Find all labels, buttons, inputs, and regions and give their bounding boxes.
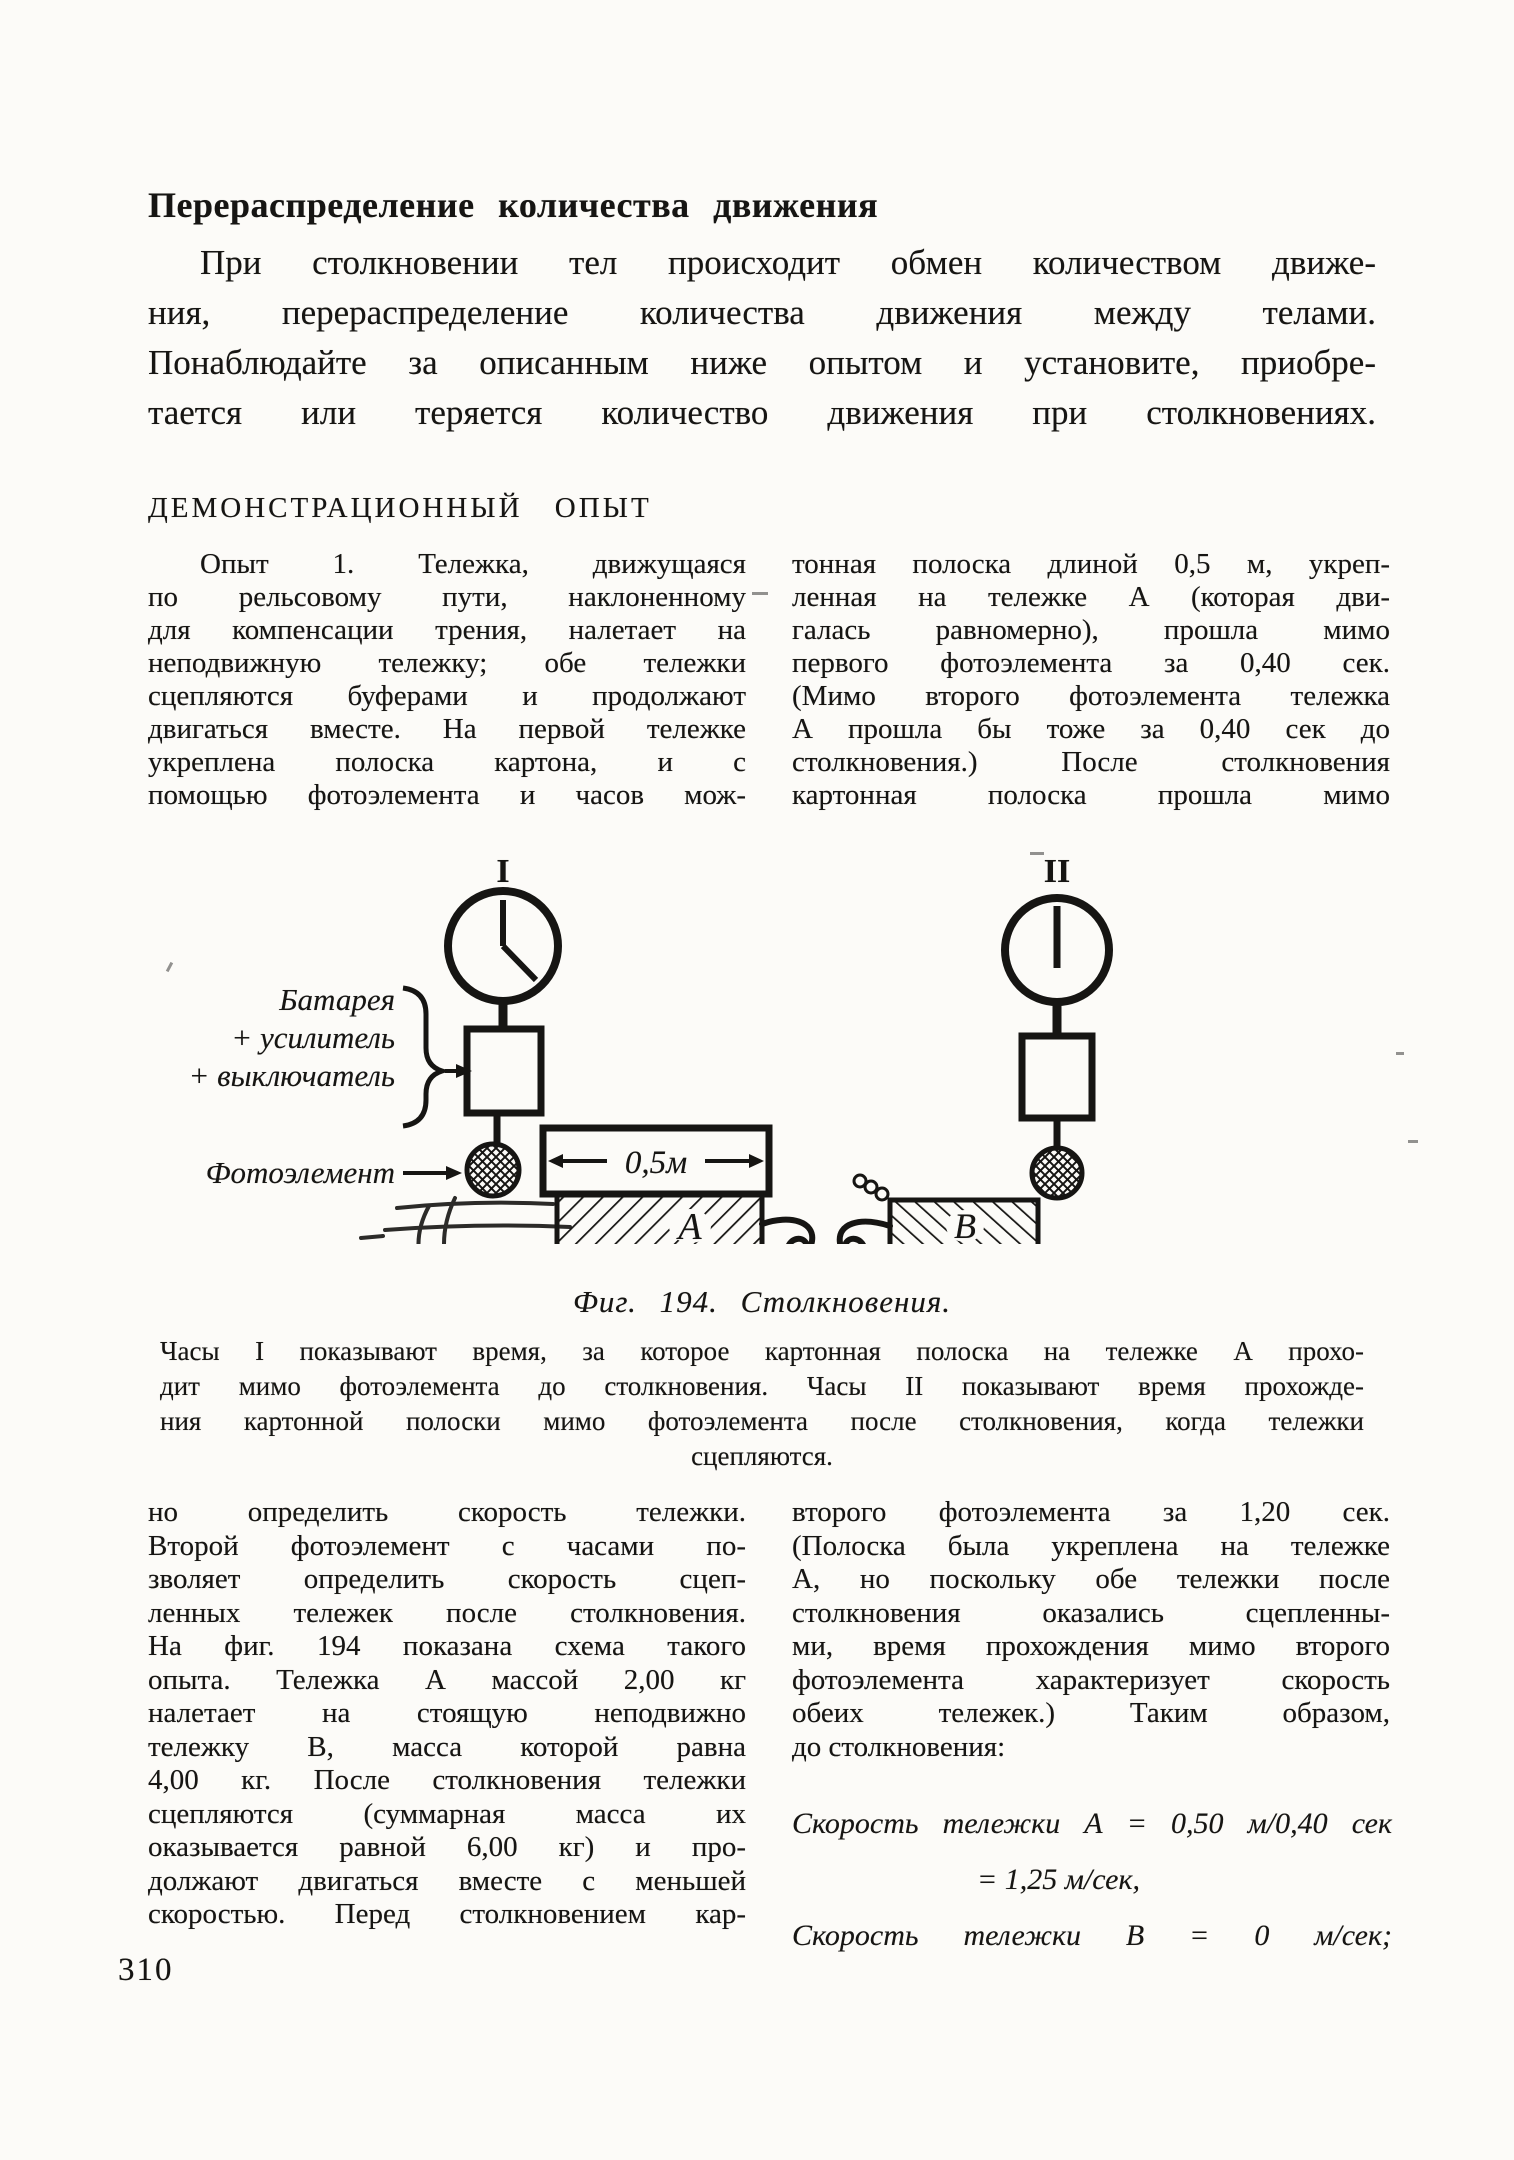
cart-a — [557, 1194, 812, 1244]
text-line: зволяет определить скорость сцеп- — [148, 1563, 746, 1595]
text-line: оказывается равной 6,00 кг) и про- — [148, 1831, 746, 1863]
text-line: первого фотоэлемента за 0,40 сек. — [792, 647, 1390, 679]
photocell-2-icon — [1032, 1148, 1082, 1198]
text-line: Второй фотоэлемент с часами по- — [148, 1529, 746, 1562]
clock-2-icon — [1005, 898, 1109, 1036]
section-heading: ДЕМОНСТРАЦИОННЫЙ ОПЫТ — [148, 492, 652, 524]
text-line: неподвижную тележку; обе тележки — [148, 647, 746, 679]
photocell-label: Фотоэлемент — [205, 1155, 395, 1190]
figure-194 — [145, 842, 1377, 1244]
text-line: ния картонной полоски мимо фотоэлемента после столкновения, когда тележки — [160, 1406, 1364, 1436]
photocell-1-icon — [467, 1144, 519, 1196]
text-line: ния, перераспределение количества движения между телами. — [148, 293, 1376, 332]
text-line: тележку В, масса которой равна — [148, 1730, 746, 1763]
formula-cart-a: Скорость тележки А = 0,50 м/0,40 сек — [792, 1807, 1392, 1840]
text-line: столкновения оказались сцепленны- — [792, 1596, 1390, 1629]
cart-a-label: А — [678, 1206, 702, 1244]
scan-artifact — [1396, 1052, 1404, 1055]
text-line: ми, время прохождения мимо второго — [792, 1630, 1390, 1662]
battery-label-line: + усилитель — [231, 1020, 395, 1055]
text-line: налетает на стоящую неподвижно — [148, 1697, 746, 1729]
text-line: картонная полоска прошла мимо — [792, 779, 1390, 811]
scan-artifact — [1030, 852, 1044, 855]
clock-1-icon — [448, 891, 558, 1029]
text-line: скоростью. Перед столкновением кар- — [148, 1898, 746, 1930]
text-line: галась равномерно), прошла мимо — [792, 614, 1390, 646]
motion-lines — [359, 1198, 570, 1244]
text-line: Опыт 1. Тележка, движущаяся — [200, 548, 746, 580]
battery-label-line: + выключатель — [188, 1058, 395, 1093]
brace — [403, 988, 442, 1126]
text-line: А прошла бы тоже за 0,40 сек до — [792, 713, 1390, 745]
text-line: сцепляются буферами и продолжают — [148, 680, 746, 712]
text-line: (Мимо второго фотоэлемента тележка — [792, 680, 1390, 712]
figure-caption-title: Фиг. 194. Столкновения. — [573, 1284, 951, 1319]
velocity-formulas — [792, 1796, 1392, 1964]
battery-box-1 — [467, 1029, 541, 1113]
text-line: А, но поскольку обе тележки после — [792, 1563, 1390, 1595]
text-line: 4,00 кг. После столкновения тележки — [148, 1764, 746, 1796]
strip-length-label: 0,5м — [624, 1145, 688, 1181]
text-line: для компенсации трения, налетает на — [148, 614, 746, 646]
text-line: ленных тележек после столкновения. — [148, 1596, 746, 1629]
text-line: (Полоска была укреплена на тележке — [792, 1529, 1390, 1562]
scan-artifact — [1408, 1140, 1418, 1143]
bottom-right-column — [792, 1496, 1390, 1764]
text-line: фотоэлемента характеризует скорость — [792, 1663, 1390, 1696]
text-line: сцепляются. — [691, 1441, 833, 1471]
text-line: При столкновении тел происходит обмен количеством движе- — [200, 243, 1376, 282]
cart-a-hook — [762, 1220, 812, 1244]
text-line: по рельсовому пути, наклоненному — [148, 581, 746, 613]
text-line: Понаблюдайте за описанным ниже опытом и установите, приобре- — [148, 343, 1376, 382]
formula-cart-b: Скорость тележки В = 0 м/сек; — [792, 1919, 1392, 1952]
page-title: Перераспределение количества движения — [148, 185, 879, 226]
text-line: дит мимо фотоэлемента до столкновения. Часы II показывают время прохожде- — [160, 1371, 1364, 1401]
text-line: столкновения.) После столкновения — [792, 746, 1390, 778]
text-line: На фиг. 194 показана схема такого — [148, 1630, 746, 1662]
text-line: до столкновения: — [792, 1730, 1006, 1763]
text-line: Часы I показывают время, за которое картонная полоска на тележке А прохо- — [160, 1336, 1364, 1366]
cart-b — [840, 1175, 1038, 1244]
text-line: тонная полоска длиной 0,5 м, укреп- — [792, 548, 1390, 580]
scan-artifact — [752, 592, 768, 595]
formula-cart-a-result: = 1,25 м/сек, — [977, 1863, 1140, 1896]
text-line: обеих тележек.) Таким образом, — [792, 1697, 1390, 1729]
text-line: второго фотоэлемента за 1,20 сек. — [792, 1496, 1390, 1528]
clock-2-numeral: II — [1043, 853, 1071, 890]
clock-1-numeral: I — [496, 853, 510, 890]
battery-label — [189, 982, 396, 1093]
text-line: опыта. Тележка А массой 2,00 кг — [148, 1663, 746, 1696]
intro-paragraph — [148, 238, 1376, 438]
text-line: сцепляются (суммарная масса их — [148, 1797, 746, 1830]
text-line: но определить скорость тележки. — [148, 1496, 746, 1528]
top-right-column — [792, 548, 1390, 812]
text-line: двигаться вместе. На первой тележке — [148, 713, 746, 745]
strip-length-box — [543, 1128, 769, 1194]
text-line: должают двигаться вместе с меньшей — [148, 1864, 746, 1897]
page-number: 310 — [118, 1952, 174, 1988]
bottom-left-column — [148, 1496, 746, 1932]
text-line: тается или теряется количество движения при столкновениях. — [148, 393, 1376, 432]
figure-caption — [160, 1334, 1364, 1474]
photocell-arrow-icon — [403, 1166, 462, 1180]
cart-b-hook — [840, 1222, 890, 1244]
text-line: помощью фотоэлемента и часов мож- — [148, 779, 746, 811]
text-line: ленная на тележке А (которая дви- — [792, 581, 1390, 613]
text-line: укреплена полоска картона, и с — [148, 746, 746, 778]
battery-box-2 — [1022, 1036, 1092, 1118]
cart-b-label: В — [954, 1206, 976, 1244]
battery-label-line: Батарея — [279, 982, 395, 1017]
top-left-column — [148, 548, 746, 812]
